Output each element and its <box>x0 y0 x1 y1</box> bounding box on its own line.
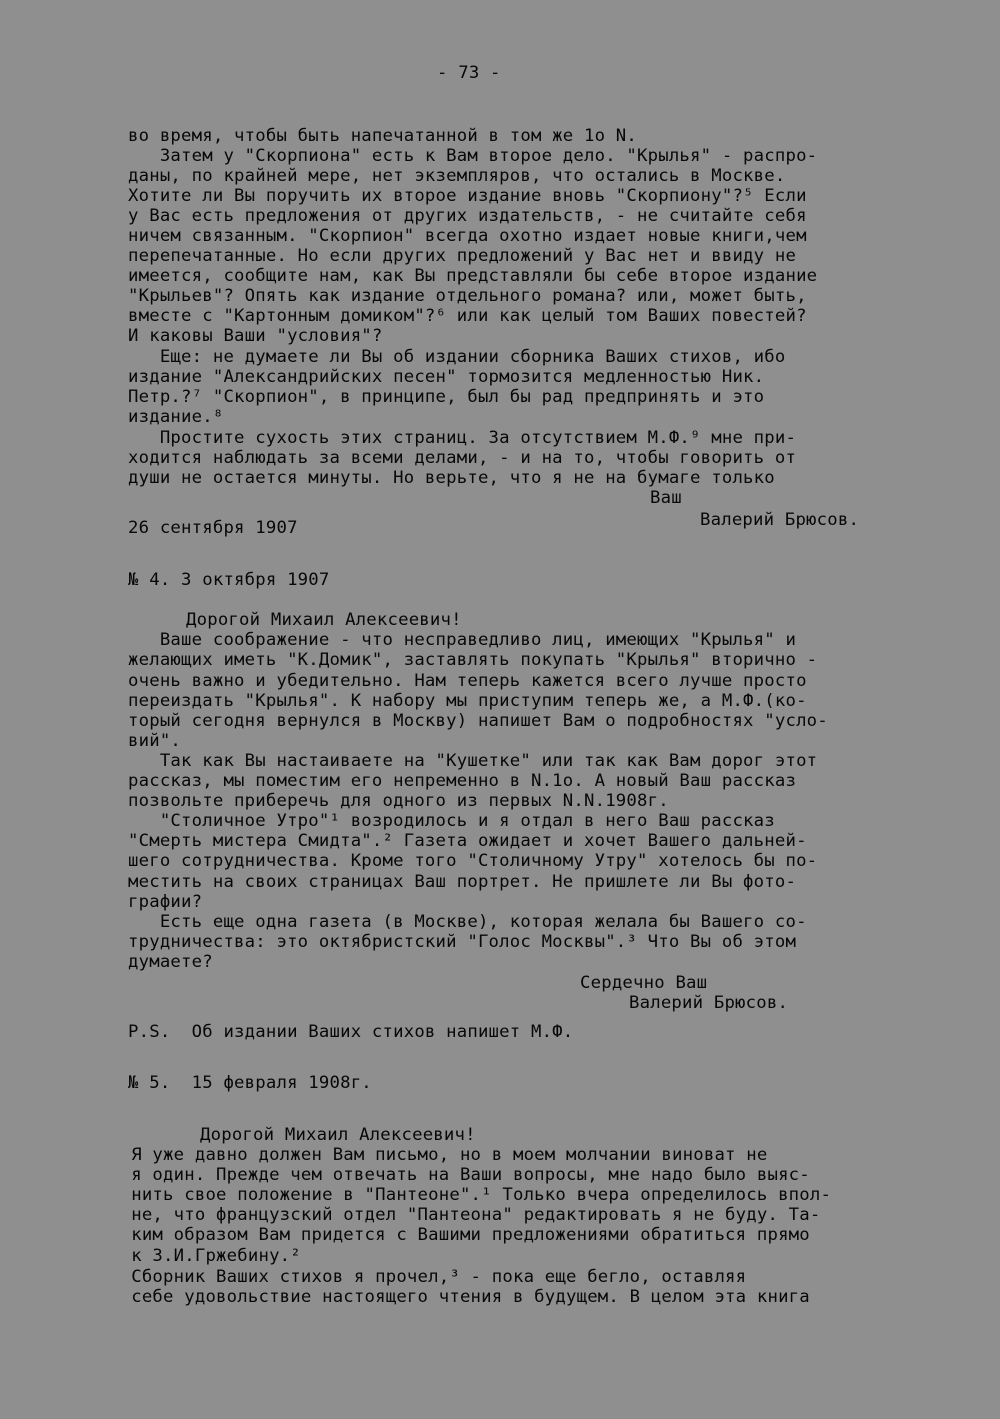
body-line: Ваше соображение - что несправедливо лиц, имеющих "Крылья" и <box>128 630 797 650</box>
page-number: - 73 - <box>437 63 501 83</box>
body-line: торый сегодня вернулся в Москву) напишет Вам о подробностях "усло- <box>128 711 828 731</box>
body-line: не, что французский отдел "Пантеона" редактировать я не буду. Та- <box>110 1205 821 1225</box>
body-line: переиздать "Крылья". К набору мы приступим теперь же, а М.Ф.(ко- <box>128 691 807 711</box>
body-line: имеется, сообщите нам, как Вы представляли бы себе второе издание <box>128 266 818 286</box>
body-line: местить на своих страницах Ваш портрет. Не пришлете ли Вы фото- <box>128 872 797 892</box>
body-line: Затем у "Скорпиона" есть к Вам второе дело. "Крылья" - распро- <box>128 146 818 166</box>
body-line: "Столичное Утро"¹ возродилось и я отдал в него Ваш рассказ <box>128 811 775 831</box>
body-line: издание.⁸ <box>128 407 224 427</box>
letter-date: 26 сентября 1907 <box>128 518 298 538</box>
body-line: "Крыльев"? Опять как издание отдельного романа? или, может быть, <box>128 286 807 306</box>
body-line: ходится наблюдать за всеми делами, - и на то, чтобы говорить от <box>128 448 797 468</box>
body-line: Петр.?⁷ "Скорпион", в принципе, был бы рад предпринять и это <box>128 387 765 407</box>
closing: Ваш <box>650 488 682 508</box>
body-line: ничем связанным. "Скорпион" всегда охотно издает новые книги,чем <box>128 226 807 246</box>
body-line: шего сотрудничества. Кроме того "Столичному Утру" хотелось бы по- <box>128 851 818 871</box>
signature: Валерий Брюсов. <box>629 993 789 1013</box>
body-line: И каковы Ваши "условия"? <box>128 326 383 346</box>
body-line: к З.И.Гржебину.² <box>110 1246 301 1266</box>
body-line: думаете? <box>128 952 213 972</box>
signature: Валерий Брюсов. <box>700 510 860 530</box>
letter-greeting: Дорогой Михаил Алексеевич! <box>200 1125 476 1145</box>
body-line: ким образом Вам придется с Вашими предложениями обратиться прямо <box>110 1225 810 1245</box>
body-line: Простите сухость этих страниц. За отсутствием М.Ф.⁹ мне при- <box>128 428 797 448</box>
letter-heading: № 5. 15 февраля 1908г. <box>128 1073 372 1093</box>
body-line: я один. Прежде чем отвечать на Ваши вопросы, мне надо было выяс- <box>110 1165 810 1185</box>
body-line: очень важно и убедительно. Нам теперь кажется всего лучше просто <box>128 671 807 691</box>
body-line: у Вас есть предложения от других издательств, - не считайте себя <box>128 206 807 226</box>
closing: Сердечно Ваш <box>580 973 708 993</box>
body-line: даны, по крайней мере, нет экземпляров, что остались в Москве. <box>128 166 786 186</box>
postscript: P.S. Об издании Ваших стихов напишет М.Ф. <box>128 1022 574 1042</box>
body-line: желающих иметь "К.Домик", заставлять покупать "Крылья" вторично - <box>128 650 818 670</box>
body-line: вместе с "Картонным домиком"?⁶ или как целый том Ваших повестей? <box>128 306 807 326</box>
body-line: графии? <box>128 892 203 912</box>
body-line: Я уже давно должен Вам письмо, но в моем молчании виноват не <box>110 1145 768 1165</box>
body-line: Сборник Ваших стихов я прочел,³ - пока еще бегло, оставляя <box>110 1267 747 1287</box>
body-line: себе удовольствие настоящего чтения в будущем. В целом эта книга <box>110 1287 810 1307</box>
body-line: во время, чтобы быть напечатанной в том же 1о N. <box>128 126 638 146</box>
body-line: нить свое положение в "Пантеоне".¹ Только вчера определилось впол- <box>110 1185 832 1205</box>
body-line: позвольте приберечь для одного из первых N.N.1908г. <box>128 791 669 811</box>
body-line: Так как Вы настаиваете на "Кушетке" или так как Вам дорог этот <box>128 751 818 771</box>
body-line: вий". <box>128 731 182 751</box>
body-line: Еще: не думаете ли Вы об издании сборника Ваших стихов, ибо <box>128 347 786 367</box>
body-line: Хотите ли Вы поручить их второе издание вновь "Скорпиону"?⁵ Если <box>128 186 807 206</box>
body-line: рассказ, мы поместим его непременно в N.1о. А новый Ваш рассказ <box>128 771 797 791</box>
body-line: души не остается минуты. Но верьте, что я не на бумаге только <box>128 468 775 488</box>
body-line: издание "Александрийских песен" тормозится медленностью Ник. <box>128 367 765 387</box>
body-line: "Смерть мистера Смидта".² Газета ожидает и хочет Вашего дальней- <box>128 831 807 851</box>
body-line: Есть еще одна газета (в Москве), которая желала бы Вашего со- <box>128 912 807 932</box>
letter-greeting: Дорогой Михаил Алексеевич! <box>186 610 462 630</box>
letter-heading: № 4. 3 октября 1907 <box>128 570 330 590</box>
body-line: перепечатанные. Но если других предложений у Вас нет и ввиду не <box>128 246 797 266</box>
body-line: трудничества: это октябристский "Голос Москвы".³ Что Вы об этом <box>128 932 797 952</box>
